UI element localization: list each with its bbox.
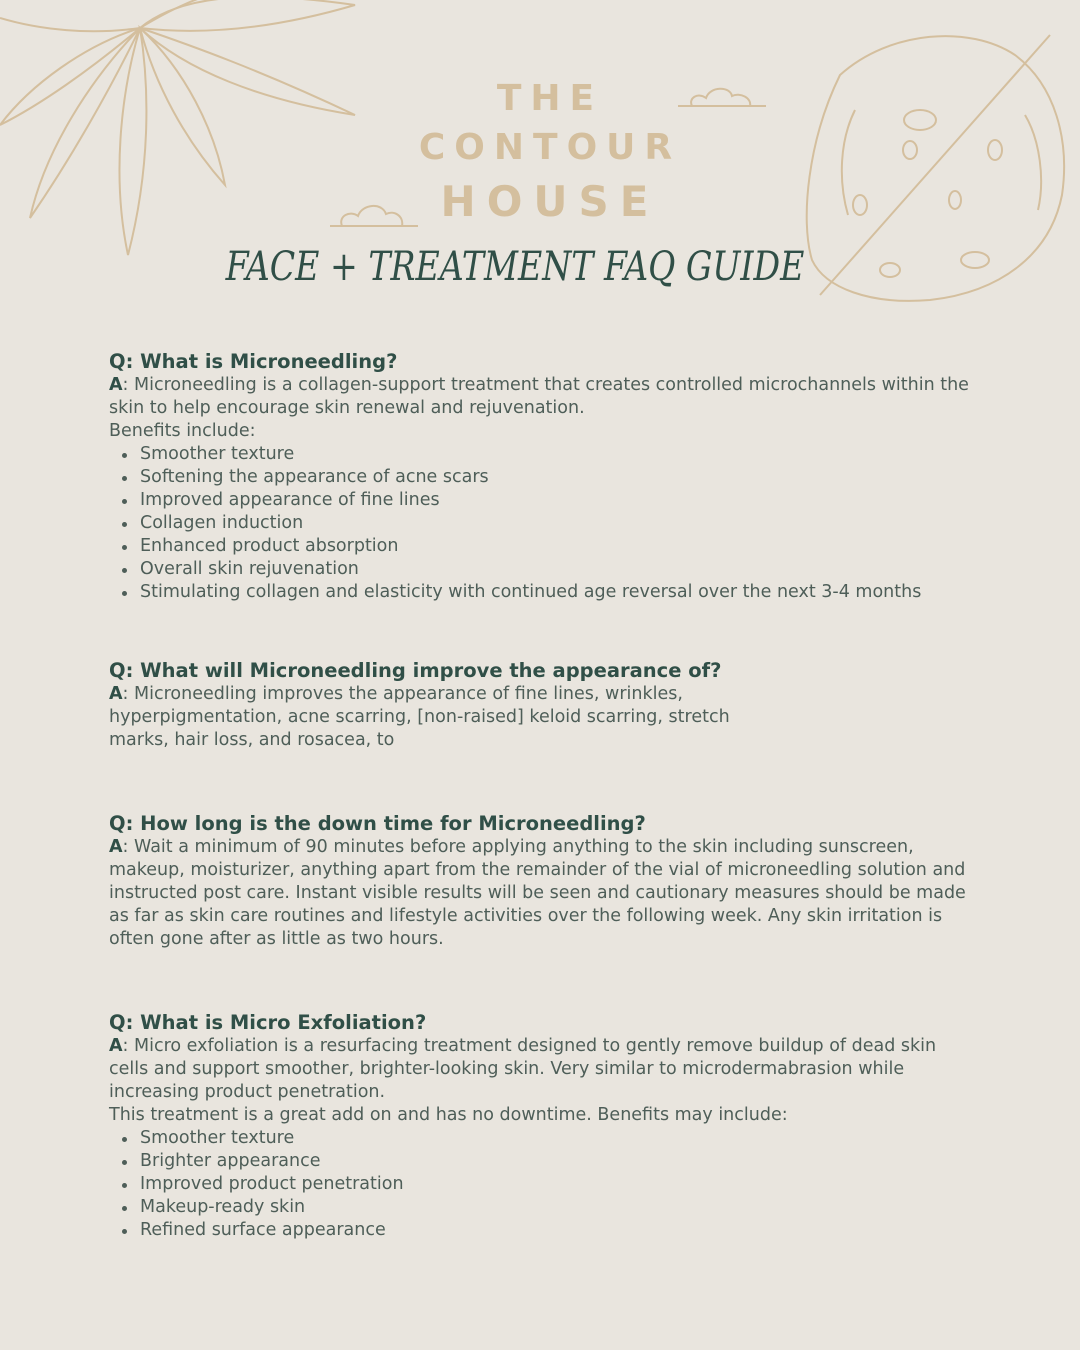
faq-item [109, 1011, 969, 1242]
faq-question: Q: What will Microneedling improve the appearance of? [109, 659, 722, 682]
benefits-intro: Benefits include: [109, 421, 256, 441]
brand-name-line-3: HOUSE [440, 177, 660, 226]
list-item: Makeup-ready skin [140, 1196, 969, 1219]
list-item: Refined surface appearance [140, 1219, 969, 1242]
guide-title: FACE + TREATMENT FAQ GUIDE [225, 244, 805, 290]
faq-answer [109, 1035, 969, 1104]
benefits-intro: This treatment is a great add on and has no downtime. Benefits may include: [109, 1105, 788, 1125]
answer-text: : Microneedling improves the appearance of fine lines, wrinkles, hyperpigmentation, acne scarring, [non-raised] keloid scarring, stretch marks, hair loss, and rosacea, to [109, 684, 730, 750]
answer-prefix: A [109, 684, 123, 704]
list-item: Brighter appearance [140, 1150, 969, 1173]
answer-prefix: A [109, 837, 123, 857]
faq-item [109, 350, 969, 604]
brand-name-line-2: CONTOUR [418, 127, 682, 168]
faq-item [109, 659, 969, 752]
answer-text: : Wait a minimum of 90 minutes before applying anything to the skin including sunscreen, makeup, moisturizer, anything apart from the remainder of the vial of microneedling solution and instructed post care. Instant visible results will be seen and cautionary measures should be made as far as skin care routines and lifestyle activities over the following week. Any skin irritation is often gone after as little as two hours. [109, 837, 966, 949]
answer-prefix: A [109, 375, 123, 395]
list-item: Improved product penetration [140, 1173, 969, 1196]
benefits-list [109, 1127, 969, 1242]
faq-answer [109, 683, 789, 752]
faq-answer [109, 836, 969, 951]
list-item: Improved appearance of fine lines [140, 489, 969, 512]
faq-item [109, 812, 969, 951]
faq-question: Q: What is Micro Exfoliation? [109, 1011, 427, 1034]
benefits-list [109, 443, 969, 604]
list-item: Smoother texture [140, 443, 969, 466]
faq-answer [109, 374, 969, 420]
brand-name-line-1: THE [496, 78, 604, 119]
list-item: Softening the appearance of acne scars [140, 466, 969, 489]
list-item: Overall skin rejuvenation [140, 558, 969, 581]
answer-text: : Microneedling is a collagen-support treatment that creates controlled microchannels within the skin to help encourage skin renewal and rejuvenation. [109, 375, 969, 418]
list-item: Collagen induction [140, 512, 969, 535]
list-item: Enhanced product absorption [140, 535, 969, 558]
answer-text: : Micro exfoliation is a resurfacing treatment designed to gently remove buildup of dead skin cells and support smoother, brighter-looking skin. Very similar to microdermabrasion while increasing product penetration. [109, 1036, 937, 1102]
faq-question: Q: How long is the down time for Microneedling? [109, 812, 646, 835]
answer-prefix: A [109, 1036, 123, 1056]
list-item: Stimulating collagen and elasticity with continued age reversal over the next 3-4 months [140, 581, 969, 604]
faq-question: Q: What is Microneedling? [109, 350, 398, 373]
list-item: Smoother texture [140, 1127, 969, 1150]
